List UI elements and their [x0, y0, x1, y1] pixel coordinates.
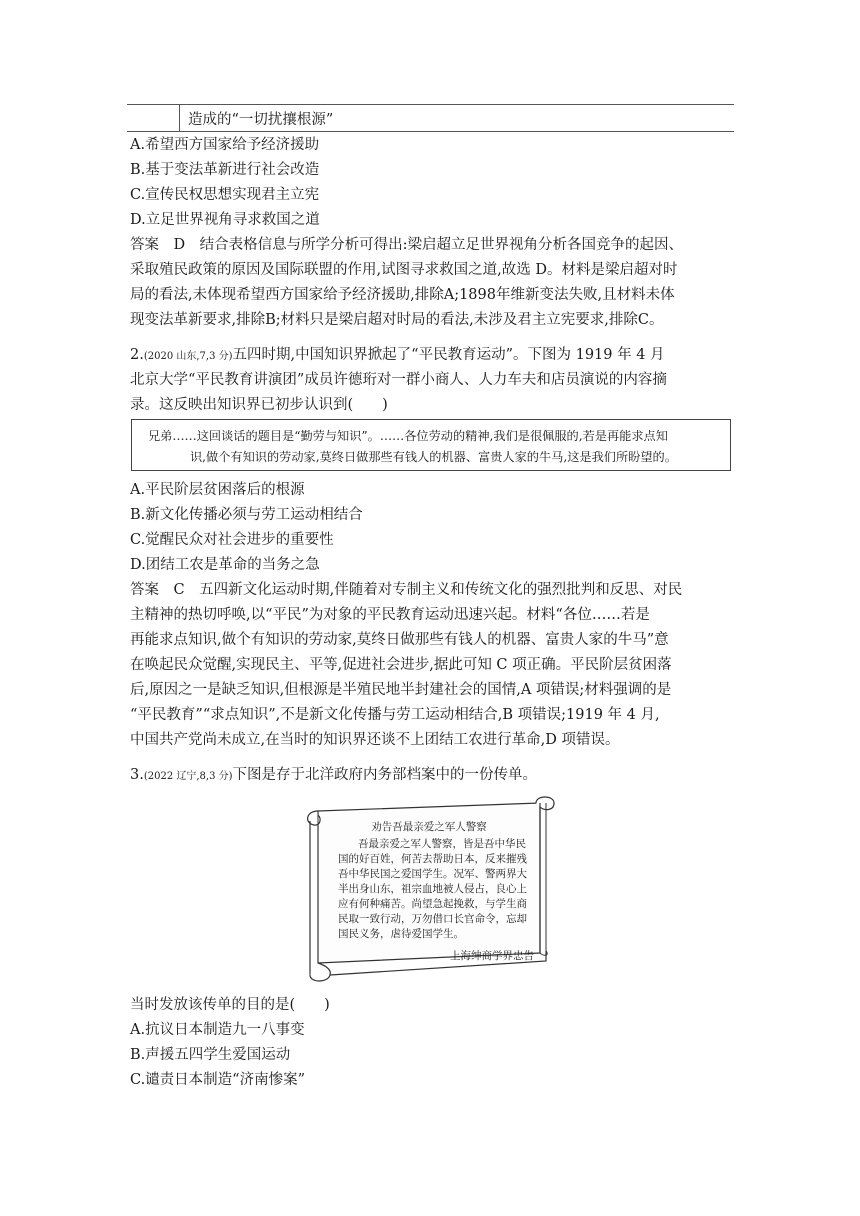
scroll-body	[338, 837, 538, 942]
scroll-body-line: 国的好百姓，何苦去帮助日本，反来摧残	[338, 853, 527, 865]
q2-option-d: D.团结工农是革命的当务之急	[130, 557, 320, 573]
q2-stem-line: 北京大学“平民教育讲演团”成员许德珩对一群小商人、人力车夫和店员演说的内容摘	[130, 372, 667, 388]
q1-option-b: B.基于变法革新进行社会改造	[130, 162, 320, 178]
scroll-title: 劝告吾最亲爱之军人警察	[371, 821, 487, 833]
q3-source: (2022 辽宁,8,3 分)	[143, 771, 233, 782]
q2-stem-first-line	[130, 344, 665, 369]
q1-option-d: D.立足世界视角寻求救国之道	[130, 212, 320, 228]
q2-answer-line: 再能求点知识,做个有知识的劳动家,莫终日做那些有钱人的机器、富贵人家的牛马”意	[130, 632, 669, 648]
q2-source: (2020 山东,7,3 分)	[143, 351, 233, 362]
q1-option-c: C.宣传民权思想实现君主立宪	[130, 187, 320, 203]
q2-quote-line: 识,做个有知识的劳动家,莫终日做那些有钱人的机器、富贵人家的牛马,这是我们所盼望的。	[190, 450, 677, 464]
scroll-body-line: 吾中华民国之爱国学生。况军、警两界大	[338, 868, 527, 880]
leaflet-scroll-image	[300, 793, 558, 983]
scroll-body-line: 吾最亲爱之军人警察，皆是吾中华民	[358, 838, 526, 850]
q2-answer-line: 在唤起民众觉醒,实现民主、平等,促进社会进步,据此可知 C 项正确。平民阶层贫困落	[130, 657, 672, 673]
q3-option-a: A.抗议日本制造九一八事变	[130, 1022, 305, 1038]
q3-option-c: C.谴责日本制造“济南惨案”	[130, 1072, 306, 1088]
q1-answer-line: 答案 D 结合表格信息与所学分析可得出:梁启超立足世界视角分析各国竞争的起因、	[130, 237, 684, 253]
q1-answer-line: 现变法革新要求,排除B;材料只是梁启超对时局的看法,未涉及君主立宪要求,排除C。	[130, 312, 664, 328]
scroll-body-line: 民取一致行动，万勿借口长官命令，忘却	[338, 913, 527, 925]
q2-answer-line: 答案 C 五四新文化运动时期,伴随着对专制主义和传统文化的强烈批判和反思、对民	[130, 582, 683, 598]
q2-stem-text: 五四时期,中国知识界掀起了“平民教育运动”。下图为 1919 年 4 月	[232, 347, 665, 363]
top-table-fragment	[127, 104, 734, 132]
q3-number: 3.	[130, 767, 144, 783]
q1-answer-line: 局的看法,未体现希望西方国家给予经济援助,排除A;1898年维新变法失败,且材料未体	[130, 287, 675, 303]
table-cell-empty	[127, 105, 180, 131]
q2-answer-line: 中国共产党尚未成立,在当时的知识界还谈不上团结工农进行革命,D 项错误。	[130, 732, 620, 748]
q2-answer-line: 后,原因之一是缺乏知识,但根源是半殖民地半封建社会的国情,A 项错误;材料强调的是	[130, 682, 672, 698]
q1-answer-line: 采取殖民政策的原因及国际联盟的作用,试图寻求救国之道,故选 D。材料是梁启超对时	[130, 262, 678, 278]
q2-option-a: A.平民阶层贫困落后的根源	[130, 482, 305, 498]
q3-option-b: B.声援五四学生爱国运动	[130, 1047, 291, 1063]
table-cell-text: 造成的“一切扰攘根源”	[188, 112, 334, 128]
scroll-body-line: 应有何种痛苦。尚望急起挽救，与学生商	[338, 898, 527, 910]
q3-question: 当时发放该传单的目的是( )	[130, 997, 330, 1013]
scroll-body-line: 国民义务，虐待爱国学生。	[338, 928, 464, 940]
q3-stem-text: 下图是存于北洋政府内务部档案中的一份传单。	[232, 767, 538, 783]
q2-quote-box	[131, 419, 731, 471]
q2-option-c: C.觉醒民众对社会进步的重要性	[130, 532, 334, 548]
scroll-signature: 上海绅商学界忠告	[450, 950, 534, 962]
scroll-body-line: 半出身山东，祖宗血地被人侵占，良心上	[338, 883, 527, 895]
q2-option-b: B.新文化传播必须与劳工运动相结合	[130, 507, 363, 523]
q2-number: 2.	[130, 347, 144, 363]
q2-quote-line: 兄弟……这回谈话的题目是“勤劳与知识”。……各位劳动的精神,我们是很佩服的,若是再能求点知	[148, 429, 668, 443]
q1-option-a: A.希望西方国家给予经济援助	[130, 137, 320, 153]
q3-stem	[130, 764, 537, 789]
q2-answer-line: 主精神的热切呼唤,以“平民”为对象的平民教育运动迅速兴起。材料“各位……若是	[130, 607, 650, 623]
q2-stem-line: 录。这反映出知识界已初步认识到( )	[130, 397, 388, 413]
q2-answer-line: “平民教育”“求点知识”,不是新文化传播与劳工运动相结合,B 项错误;1919 年 4 月,	[130, 707, 660, 723]
